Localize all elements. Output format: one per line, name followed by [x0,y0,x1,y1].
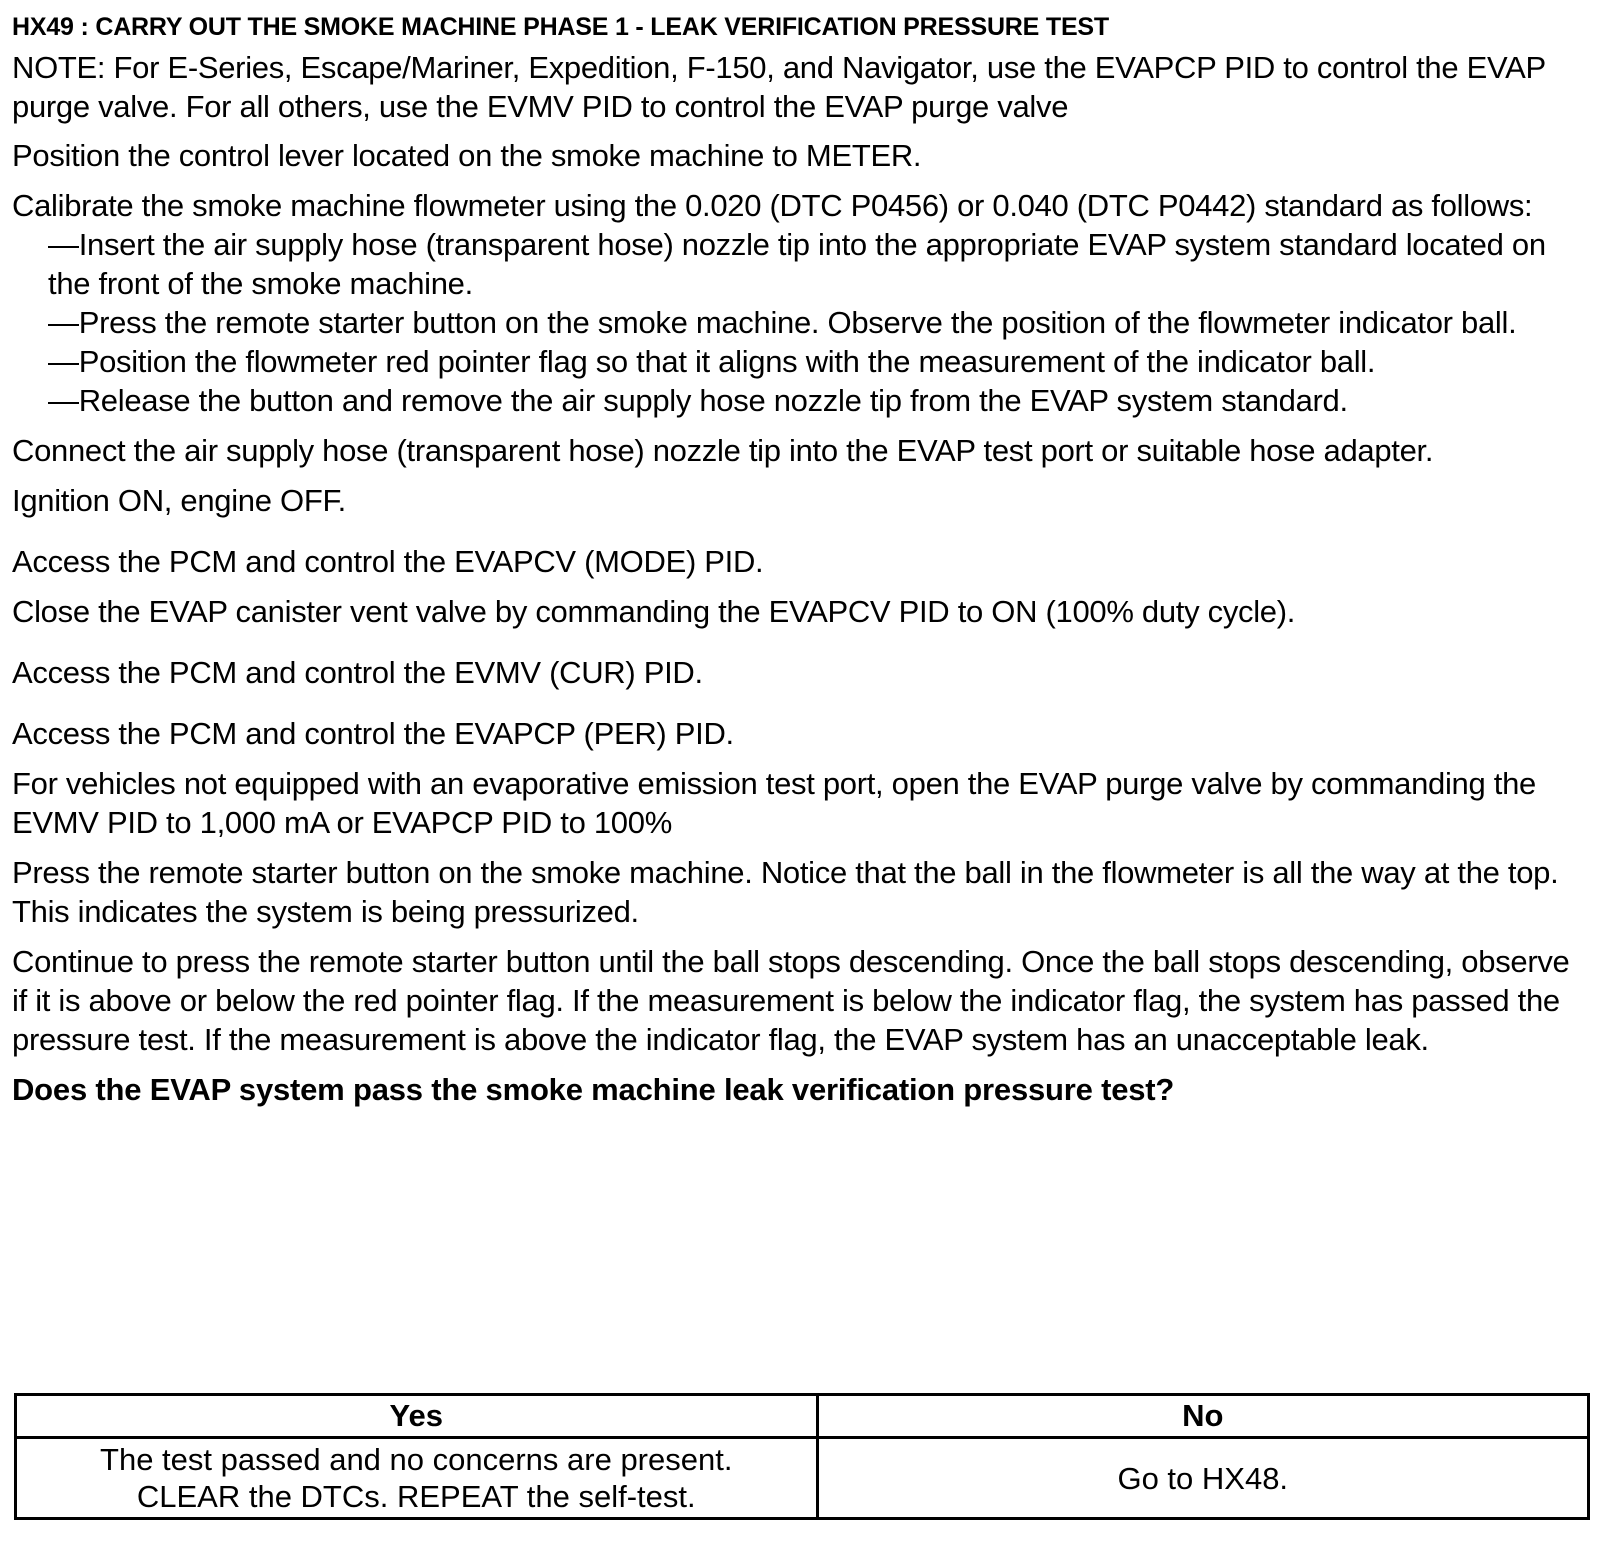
step-close-vent: Close the EVAP canister vent valve by commanding the EVAPCV PID to ON (100% duty cycle). [12,594,1296,629]
calibrate-substep: —Position the flowmeter red pointer flag so that it aligns with the measurement of the indicator ball. [48,344,1376,379]
calibrate-substep: —Press the remote starter button on the smoke machine. Observe the position of the flowmeter indicator ball. [48,305,1517,340]
step-calibrate-intro: Calibrate the smoke machine flowmeter using the 0.020 (DTC P0456) or 0.040 (DTC P0442) standard as follows: [12,188,1533,223]
step-ignition: Ignition ON, engine OFF. [12,483,346,518]
procedure-page [12,12,1590,1109]
calibrate-substep: —Release the button and remove the air supply hose nozzle tip from the EVAP system standard. [48,383,1348,418]
step-position-lever: Position the control lever located on the smoke machine to METER. [12,138,922,173]
step-connect-hose: Connect the air supply hose (transparent hose) nozzle tip into the EVAP test port or suitable hose adapter. [12,433,1434,468]
step-access-evapcv: Access the PCM and control the EVAPCV (MODE) PID. [12,544,764,579]
test-question: Does the EVAP system pass the smoke machine leak verification pressure test? [12,1072,1175,1107]
yes-action-line: CLEAR the DTCs. REPEAT the self-test. [136,1479,696,1514]
no-header: No [817,1395,1589,1438]
step-access-evmv: Access the PCM and control the EVMV (CUR) PID. [12,655,703,690]
table-header-row [16,1395,1589,1438]
step-press-starter: Press the remote starter button on the smoke machine. Notice that the ball in the flowmeter is all the way at the top. This indicates the system is being pressurized. [12,855,1559,929]
note-text: NOTE: For E-Series, Escape/Mariner, Expedition, F-150, and Navigator, use the EVAPCP PID to control the EVAP purge valve. For all others, use the EVMV PID to control the EVAP purge valve [12,50,1546,124]
step-continue-press: Continue to press the remote starter button until the ball stops descending. Once the ball stops descending, observe if it is above or below the red pointer flag. If the measurement is below the indicator flag, the system has passed the pressure test. If the measurement is above the indicator flag, the EVAP system has an unacceptable leak. [12,944,1570,1057]
step-access-evapcp: Access the PCM and control the EVAPCP (PER) PID. [12,716,734,751]
procedure-heading: HX49 : CARRY OUT THE SMOKE MACHINE PHASE 1 - LEAK VERIFICATION PRESSURE TEST [12,13,1109,41]
yes-result-line: The test passed and no concerns are present. [100,1442,733,1477]
table-row [16,1438,1589,1519]
calibrate-substep: —Insert the air supply hose (transparent hose) nozzle tip into the appropriate EVAP system standard located on the front of the smoke machine. [48,227,1546,301]
step-no-test-port: For vehicles not equipped with an evaporative emission test port, open the EVAP purge valve by commanding the EVMV PID to 1,000 mA or EVAPCP PID to 100% [12,766,1536,840]
no-result-cell: Go to HX48. [817,1438,1589,1519]
result-table [14,1393,1590,1520]
yes-header: Yes [16,1395,818,1438]
yes-result-cell [16,1438,818,1519]
